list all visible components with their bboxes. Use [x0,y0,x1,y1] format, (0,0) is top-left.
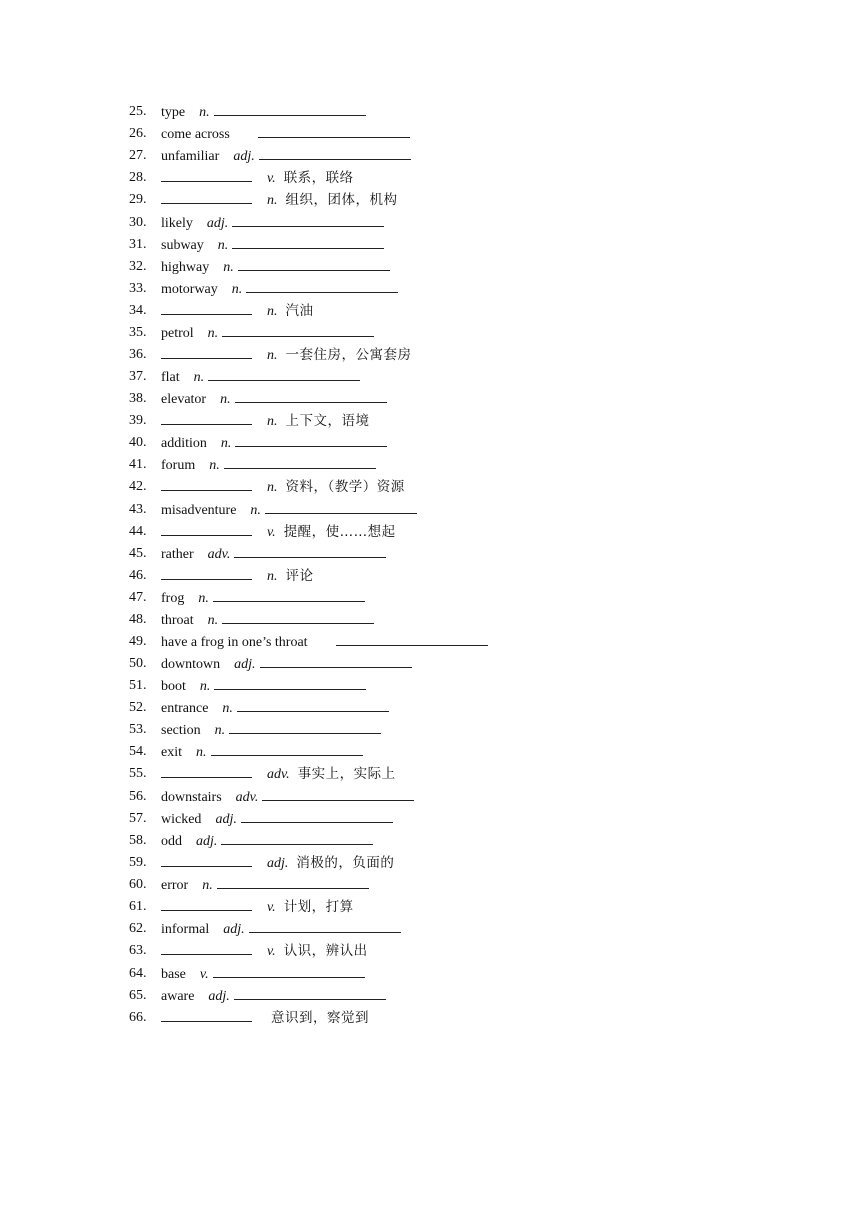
vocab-item [0,719,860,741]
chinese-meaning: 组织，团体，机构 [285,192,398,209]
vocab-item [0,189,860,211]
vocab-item [0,344,860,366]
part-of-speech: adj. [215,811,237,827]
answer-blank[interactable] [161,896,252,911]
item-number: 45. [129,546,147,562]
answer-blank[interactable] [161,300,252,315]
item-content [161,631,488,654]
item-number: 66. [129,1009,147,1025]
answer-blank[interactable] [232,234,384,249]
answer-blank[interactable] [235,388,387,403]
item-number: 48. [129,612,147,628]
english-word: flat [161,370,180,386]
item-content [161,256,390,279]
item-number: 46. [129,568,147,584]
item-content [161,234,384,257]
item-content [161,587,365,610]
part-of-speech: n. [220,392,231,408]
english-word: downtown [161,657,221,673]
vocab-item [0,212,860,234]
vocab-item [0,565,860,587]
item-number: 56. [129,788,147,804]
part-of-speech: n. [199,679,211,695]
answer-blank[interactable] [241,808,393,823]
item-number: 37. [129,369,147,385]
item-content [161,918,401,941]
chinese-meaning: 认识，辨认出 [283,943,368,960]
chinese-meaning: 上下文，语境 [285,413,370,430]
item-content [161,940,368,963]
vocab-item [0,432,860,454]
part-of-speech: adv. [235,789,259,805]
answer-blank[interactable] [213,587,365,602]
item-number: 34. [129,302,147,318]
english-word: exit [161,745,182,761]
english-word: aware [161,988,195,1004]
part-of-speech: v. [199,966,209,982]
answer-blank[interactable] [238,256,390,271]
item-number: 33. [129,280,147,296]
item-number: 29. [129,192,147,208]
item-content [161,830,373,853]
vocab-item [0,697,860,719]
vocab-item [0,476,860,498]
part-of-speech: v. [267,524,276,540]
item-content [161,896,354,919]
english-word: downstairs [161,789,222,805]
item-content [161,366,360,389]
item-content [161,565,314,588]
item-number: 47. [129,590,147,606]
english-word: petrol [161,325,194,341]
part-of-speech: adj. [196,833,218,849]
answer-blank[interactable] [161,852,252,867]
english-word: misadventure [161,502,237,518]
part-of-speech: n. [207,325,219,341]
item-number: 55. [129,766,147,782]
english-word: throat [161,613,194,629]
part-of-speech: n. [196,745,207,761]
item-content [161,609,374,632]
vocab-item [0,1007,860,1029]
part-of-speech: n. [231,281,243,297]
vocab-item [0,741,860,763]
item-content [161,697,389,720]
item-content [161,741,363,764]
item-content [161,454,376,477]
english-word: error [161,877,189,893]
vocab-item [0,521,860,543]
vocab-item [0,653,860,675]
item-number: 36. [129,346,147,362]
vocab-item [0,918,860,940]
vocab-item [0,234,860,256]
item-content [161,476,405,499]
item-number: 53. [129,722,147,738]
item-content [161,499,417,522]
item-number: 51. [129,678,147,694]
vocabulary-list [0,101,860,1029]
vocab-item [0,101,860,123]
chinese-meaning: 意识到，察觉到 [271,1009,369,1026]
chinese-meaning: 一套住房，公寓套房 [285,346,412,363]
part-of-speech: n. [193,370,205,386]
vocab-item [0,167,860,189]
answer-blank[interactable] [214,675,366,690]
answer-blank[interactable] [161,167,252,182]
item-number: 49. [129,634,147,650]
part-of-speech: adj. [208,988,230,1004]
item-content [161,322,374,345]
part-of-speech: v. [267,171,276,186]
part-of-speech: n. [250,502,261,518]
vocab-item [0,763,860,785]
item-number: 43. [129,501,147,517]
chinese-meaning: 消极的，负面的 [296,854,395,871]
vocab-item [0,499,860,521]
item-number: 41. [129,457,147,473]
item-content [161,344,412,367]
item-number: 31. [129,236,147,252]
english-word: motorway [161,281,218,297]
english-word: unfamiliar [161,149,220,164]
item-number: 64. [129,965,147,981]
item-number: 35. [129,324,147,340]
item-content [161,1007,369,1029]
vocab-item [0,587,860,609]
english-word: addition [161,436,207,452]
part-of-speech: n. [267,569,278,585]
item-content [161,300,314,323]
answer-blank[interactable] [258,123,410,138]
part-of-speech: n. [267,480,278,496]
item-content [161,189,398,212]
item-number: 59. [129,854,147,870]
vocab-item [0,985,860,1007]
item-number: 60. [129,876,147,892]
chinese-meaning: 汽油 [285,302,314,319]
chinese-meaning: 联系，联络 [283,170,354,186]
part-of-speech: n. [202,877,213,893]
item-number: 50. [129,656,147,672]
part-of-speech: adj. [233,149,255,164]
answer-blank[interactable] [161,189,252,204]
answer-blank[interactable] [161,521,252,536]
item-content [161,388,387,411]
answer-blank[interactable] [246,278,398,293]
vocab-item [0,675,860,697]
chinese-meaning: 提醒，使……想起 [283,523,396,540]
english-word: subway [161,237,204,253]
answer-blank[interactable] [229,719,381,734]
vocab-item [0,322,860,344]
part-of-speech: n. [198,591,209,607]
item-content [161,808,393,831]
answer-blank[interactable] [234,985,386,1000]
chinese-meaning: 事实上，实际上 [297,766,396,783]
chinese-meaning: 计划，打算 [283,898,354,915]
answer-blank[interactable] [224,454,376,469]
part-of-speech: v. [267,899,276,915]
answer-blank[interactable] [211,741,363,756]
vocab-item [0,896,860,918]
english-word: forum [161,458,196,474]
english-word: boot [161,679,186,695]
english-word: rather [161,547,194,563]
item-content [161,278,398,301]
item-number: 54. [129,744,147,760]
item-number: 42. [129,479,147,495]
part-of-speech: n. [267,414,278,430]
item-number: 26. [129,126,147,141]
part-of-speech: v. [267,944,276,960]
part-of-speech: n. [267,193,278,209]
item-content [161,763,396,786]
vocab-item [0,963,860,985]
item-number: 40. [129,435,147,451]
vocab-item [0,631,860,653]
item-number: 39. [129,413,147,429]
answer-blank[interactable] [249,918,401,933]
chinese-meaning: 资料，（教学）资源 [285,479,405,496]
vocab-item [0,940,860,962]
vocab-item [0,808,860,830]
part-of-speech: n. [220,436,232,452]
answer-blank[interactable] [235,432,387,447]
item-number: 30. [129,214,147,230]
item-number: 25. [129,104,147,119]
answer-blank[interactable] [265,499,417,514]
english-word: likely [161,215,193,231]
english-word: wicked [161,811,202,827]
english-word: base [161,966,186,982]
item-number: 27. [129,148,147,163]
item-number: 32. [129,258,147,274]
vocab-item [0,388,860,410]
item-content [161,101,366,124]
vocab-item [0,256,860,278]
english-word: type [161,105,186,120]
answer-blank[interactable] [208,366,360,381]
item-content [161,985,386,1008]
part-of-speech: adv. [267,767,290,783]
vocab-item [0,278,860,300]
answer-blank[interactable] [161,410,252,425]
part-of-speech: adj. [234,657,256,673]
item-number: 38. [129,391,147,407]
part-of-speech: n. [223,259,234,275]
item-content [161,719,381,742]
item-content [161,675,366,698]
answer-blank[interactable] [221,830,373,845]
part-of-speech: n. [209,458,220,474]
part-of-speech: n. [222,701,233,717]
answer-blank[interactable] [213,963,365,978]
english-word: have a frog in one’s throat [161,635,308,651]
answer-blank[interactable] [260,653,412,668]
answer-blank[interactable] [217,874,369,889]
english-word: section [161,723,201,739]
answer-blank[interactable] [161,344,252,359]
vocab-item [0,145,860,167]
item-content [161,852,394,875]
item-content [161,410,370,433]
english-word: frog [161,591,185,607]
vocab-item [0,830,860,852]
answer-blank[interactable] [222,322,374,337]
item-number: 57. [129,810,147,826]
part-of-speech: n. [199,105,210,120]
item-content [161,145,411,168]
answer-blank[interactable] [232,212,384,227]
item-content [161,167,354,190]
english-word: entrance [161,701,209,717]
vocab-item [0,874,860,896]
item-number: 65. [129,987,147,1003]
part-of-speech: n. [217,237,229,253]
answer-blank[interactable] [259,145,411,160]
vocab-item [0,123,860,145]
english-word: odd [161,833,182,849]
vocab-item [0,300,860,322]
answer-blank[interactable] [222,609,374,624]
answer-blank[interactable] [161,565,252,580]
item-content [161,786,414,809]
answer-blank[interactable] [161,1007,252,1022]
item-content [161,874,369,897]
answer-blank[interactable] [336,631,488,646]
part-of-speech: adj. [267,855,289,871]
english-word: elevator [161,392,207,408]
part-of-speech: n. [214,723,226,739]
vocab-item [0,366,860,388]
answer-blank[interactable] [237,697,389,712]
item-number: 63. [129,943,147,959]
item-content [161,123,410,146]
answer-blank[interactable] [161,763,252,778]
english-word: come across [161,127,230,142]
vocab-item [0,454,860,476]
answer-blank[interactable] [262,786,414,801]
item-number: 44. [129,523,147,539]
item-content [161,543,386,566]
item-number: 58. [129,832,147,848]
item-content [161,653,412,676]
item-content [161,212,384,235]
item-number: 52. [129,700,147,716]
vocab-item [0,543,860,565]
part-of-speech: adj. [223,922,245,938]
part-of-speech: adv. [207,547,231,563]
vocab-item [0,786,860,808]
answer-blank[interactable] [234,543,386,558]
vocab-item [0,410,860,432]
part-of-speech: n. [267,303,278,319]
english-word: highway [161,259,210,275]
answer-blank[interactable] [214,101,366,116]
item-number: 61. [129,898,147,914]
part-of-speech: n. [267,347,278,363]
part-of-speech: n. [207,613,219,629]
item-content [161,963,365,986]
vocab-item [0,852,860,874]
answer-blank[interactable] [161,940,252,955]
english-word: informal [161,922,210,938]
part-of-speech: adj. [206,215,229,231]
vocab-item [0,609,860,631]
item-content [161,521,396,544]
item-number: 28. [129,170,147,185]
item-number: 62. [129,921,147,937]
item-content [161,432,387,455]
answer-blank[interactable] [161,476,252,491]
chinese-meaning: 评论 [285,568,314,585]
